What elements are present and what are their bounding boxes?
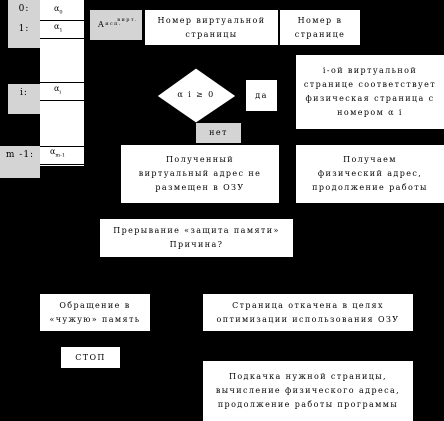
stop-terminator: СТОП [61,347,120,368]
load-page-and-continue: Подкачка нужной страницы, вычисление физического адреса, продолжение работы программы [203,361,413,421]
decision-yes-label: да [246,80,277,111]
table-index-m-1: m -1: [0,146,40,178]
physical-page-match: i-ой виртуальной странице соответствует физическая страница с номером α i [296,55,444,129]
foreign-memory-access: Обращение в «чужую» память [40,294,150,331]
get-physical-address: Получаем физический адрес, продолжение работы [296,145,444,203]
table-alpha-1: $\alpha_1$ [54,22,63,34]
table-index-0: 0: [8,0,40,20]
table-alpha-m-1: $\alpha_{m-1}$ [50,147,66,159]
table-alpha-i: $\alpha_i$ [54,84,62,96]
virtual-page-number-field: Номер виртуальной страницы [145,10,278,45]
decision-condition: α i ≥ 0 [177,90,215,99]
table-index-1: 1: [8,20,40,48]
a-symbol: A [98,20,106,29]
memory-protection-interrupt: Прерывание «защита памяти» Причина? [100,219,293,257]
page-offset-field: Номер в странице [280,10,360,45]
table-alpha-0: $\alpha_0$ [54,4,63,16]
a-superscript: вирт. [117,17,138,23]
table-index-i: i: [8,84,40,114]
page-swapped-out: Страница откачена в целях оптимизации использования ОЗУ [203,294,413,331]
a-subscript: исп. [105,21,122,27]
decision-no-label: нет [196,123,241,143]
address-not-in-ram: Полученный виртуальный адрес не размещен в ОЗУ [121,145,279,203]
